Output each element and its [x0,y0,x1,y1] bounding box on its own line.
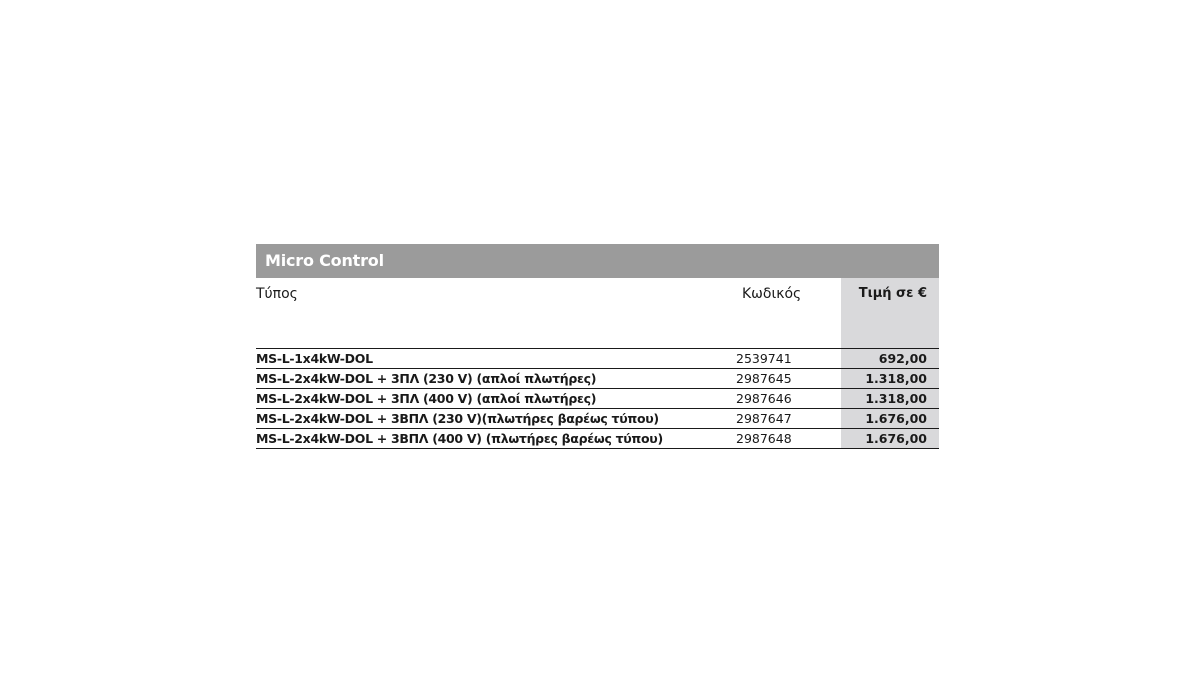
cell-price: 692,00 [841,349,939,368]
cell-type: MS-L-2x4kW-DOL + 3ΒΠΛ (400 V) (πλωτήρες βαρέως τύπου) [256,431,663,446]
header-code: Κωδικός [742,286,802,302]
cell-code: 2539741 [736,351,792,366]
price-table [256,244,939,449]
cell-price: 1.676,00 [841,409,939,428]
cell-type: MS-L-2x4kW-DOL + 3ΒΠΛ (230 V)(πλωτήρες βαρέως τύπου) [256,411,659,426]
cell-type: MS-L-2x4kW-DOL + 3ΠΛ (230 V) (απλοί πλωτήρες) [256,371,597,386]
cell-price: 1.318,00 [841,389,939,408]
table-row [256,408,939,428]
header-type: Τύπος [256,286,298,302]
cell-code: 2987647 [736,411,792,426]
cell-type: MS-L-2x4kW-DOL + 3ΠΛ (400 V) (απλοί πλωτήρες) [256,391,597,406]
table-row [256,388,939,408]
table-row [256,348,939,368]
cell-code: 2987645 [736,371,792,386]
table-header [256,278,939,348]
cell-price: 1.676,00 [841,429,939,448]
cell-price: 1.318,00 [841,369,939,388]
cell-type: MS-L-1x4kW-DOL [256,351,373,366]
header-price: Τιμή σε € [858,286,927,301]
table-title: Micro Control [256,244,939,278]
cell-code: 2987648 [736,431,792,446]
cell-code: 2987646 [736,391,792,406]
table-row [256,368,939,388]
table-body [256,348,939,449]
table-row [256,428,939,449]
